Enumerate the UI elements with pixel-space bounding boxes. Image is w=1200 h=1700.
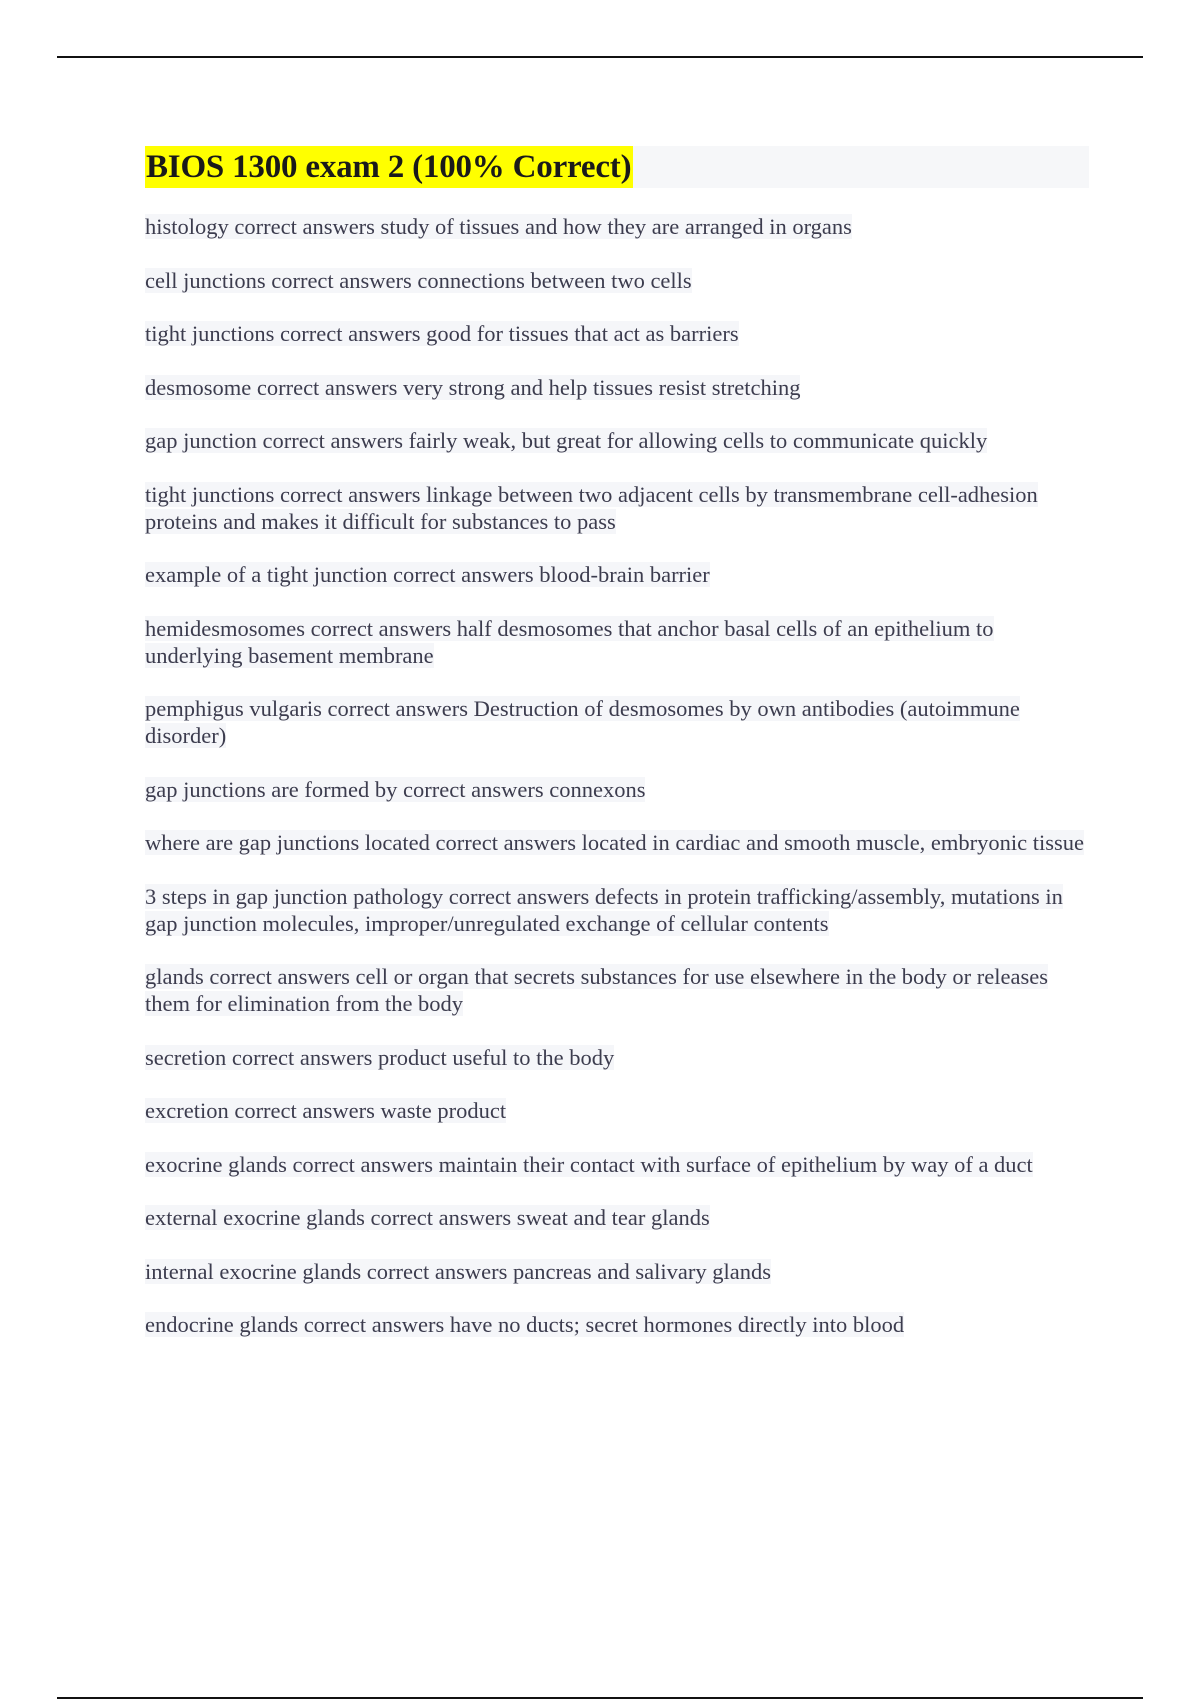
qa-entry: external exocrine glands correct answers sweat and tear glands [145,1205,710,1230]
header-rule [57,56,1143,58]
qa-entry: histology correct answers study of tissues and how they are arranged in organs [145,214,852,239]
qa-entry: 3 steps in gap junction pathology correct answers defects in protein trafficking/assembly, mutations in gap junction molecules, improper/unregulated exchange of cellular contents [145,883,1063,936]
footer-rule [57,1697,1143,1699]
qa-entry: internal exocrine glands correct answers pancreas and salivary glands [145,1258,771,1284]
qa-entry: desmosome correct answers very strong and help tissues resist stretching [145,374,801,400]
qa-entry: excretion correct answers waste product [145,1098,507,1123]
qa-entry: tight junctions correct answers linkage between two adjacent cells by transmembrane cell-adhesion proteins and makes it difficult for substances to pass [145,481,1038,534]
qa-entry: exocrine glands correct answers maintain their contact with surface of epithelium by way of a duct [145,1151,1033,1177]
qa-list [145,213,1090,1365]
qa-entry: hemidesmosomes correct answers half desmosomes that anchor basal cells of an epithelium to underlying basement membrane [145,615,994,668]
qa-entry: example of a tight junction correct answers blood-brain barrier [145,562,710,587]
qa-entry: pemphigus vulgaris correct answers Destruction of desmosomes by own antibodies (autoimmune disorder) [145,696,1020,748]
qa-entry: secretion correct answers product useful to the body [145,1044,615,1070]
qa-entry: gap junction correct answers fairly weak, but great for allowing cells to communicate quickly [145,428,988,453]
qa-entry: endocrine glands correct answers have no ducts; secret hormones directly into blood [145,1312,905,1337]
qa-entry: where are gap junctions located correct answers located in cardiac and smooth muscle, embryonic tissue [145,830,1085,855]
document-title: BIOS 1300 exam 2 (100% Correct) [145,146,633,188]
qa-entry: tight junctions correct answers good for tissues that act as barriers [145,321,739,346]
qa-entry: glands correct answers cell or organ that secrets substances for use elsewhere in the body or releases them for elimination from the body [145,964,1048,1016]
qa-entry: cell junctions correct answers connections between two cells [145,267,692,293]
qa-entry: gap junctions are formed by correct answers connexons [145,776,646,802]
